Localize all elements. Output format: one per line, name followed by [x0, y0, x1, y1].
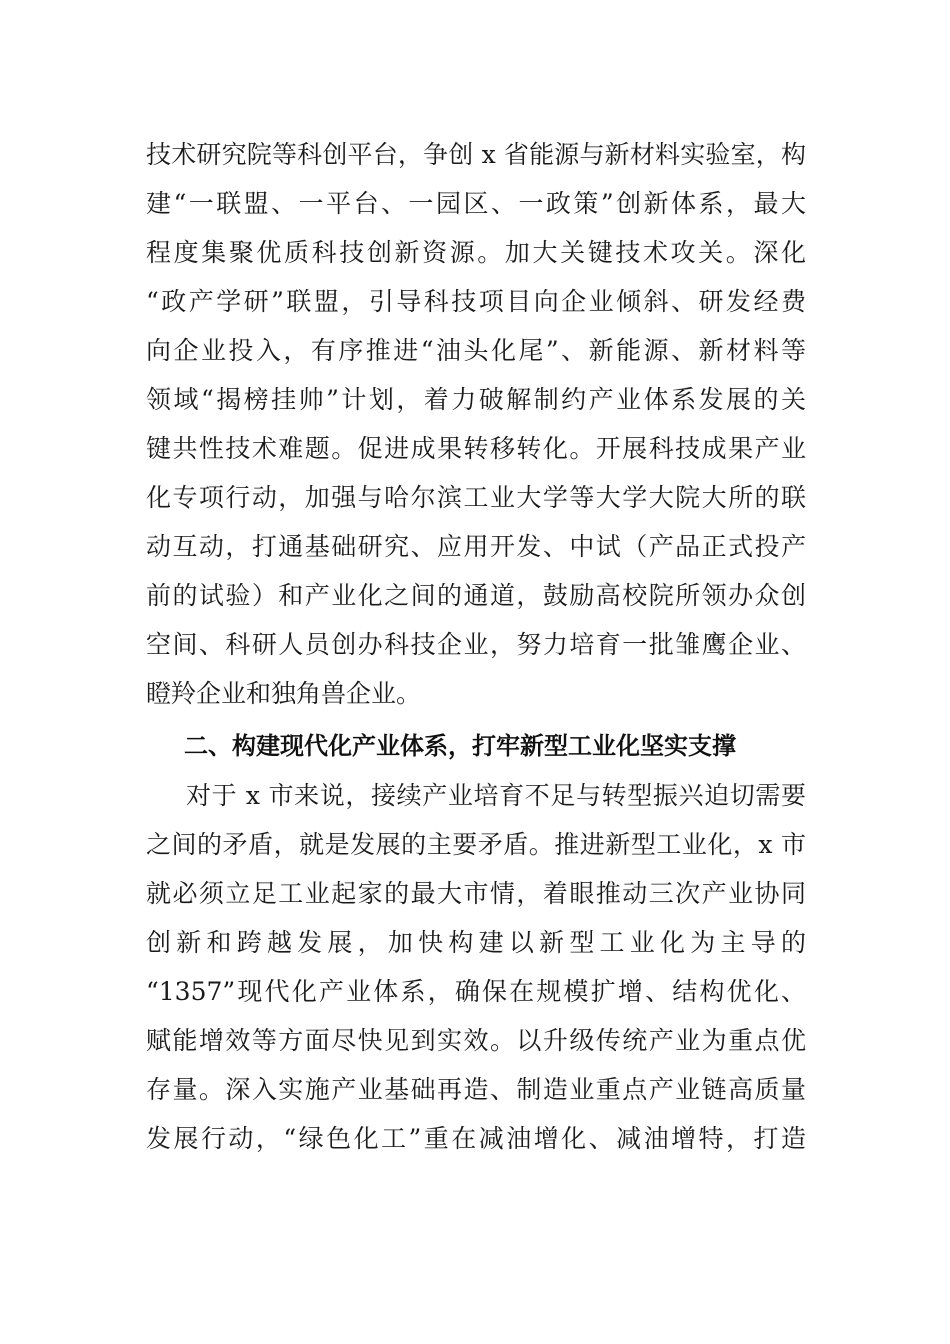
text-line: 之间的矛盾，就是发展的主要矛盾。推进新型工业化，x 市 — [146, 830, 806, 859]
text-line: 存量。深入实施产业基础再造、制造业重点产业链高质量 — [146, 1075, 806, 1104]
section-heading: 二、构建现代化产业体系，打牢新型工业化坚实支撑 — [184, 732, 736, 760]
text-line: 向企业投入，有序推进“油头化尾”、新能源、新材料等 — [146, 336, 806, 365]
text-line: 空间、科研人员创办科技企业，努力培育一批雏鹰企业、 — [146, 630, 806, 659]
text-line: 对于 x 市来说，接续产业培育不足与转型振兴迫切需要 — [186, 781, 806, 810]
text-line: 领域“揭榜挂帅”计划，着力破解制约产业体系发展的关 — [146, 385, 806, 414]
text-line: 动互动，打通基础研究、应用开发、中试（产品正式投产 — [146, 532, 806, 561]
text-line: 技术研究院等科创平台，争创 x 省能源与新材料实验室，构 — [146, 140, 806, 169]
text-line: 发展行动，“绿色化工”重在减油增化、减油增特，打造 — [146, 1124, 806, 1153]
text-line: 前的试验）和产业化之间的通道，鼓励高校院所领办众创 — [146, 581, 806, 610]
text-line: 键共性技术难题。促进成果转移转化。开展科技成果产业 — [146, 434, 806, 463]
body-paragraph-2 — [146, 771, 806, 1163]
text-line: 赋能增效等方面尽快见到实效。以升级传统产业为重点优 — [146, 1026, 806, 1055]
body-paragraph-1 — [146, 130, 806, 718]
text-line: 建“一联盟、一平台、一园区、一政策”创新体系，最大 — [146, 189, 806, 218]
text-line: “政产学研”联盟，引导科技项目向企业倾斜、研发经费 — [146, 287, 806, 316]
text-line: 程度集聚优质科技创新资源。加大关键技术攻关。深化 — [146, 238, 806, 267]
text-line: 化专项行动，加强与哈尔滨工业大学等大学大院大所的联 — [146, 483, 806, 512]
text-line: “1357”现代化产业体系，确保在规模扩增、结构优化、 — [146, 977, 806, 1006]
text-line: 瞪羚企业和独角兽企业。 — [146, 679, 422, 708]
text-line: 创新和跨越发展，加快构建以新型工业化为主导的 — [146, 928, 806, 957]
text-line: 就必须立足工业起家的最大市情，着眼推动三次产业协同 — [146, 879, 806, 908]
